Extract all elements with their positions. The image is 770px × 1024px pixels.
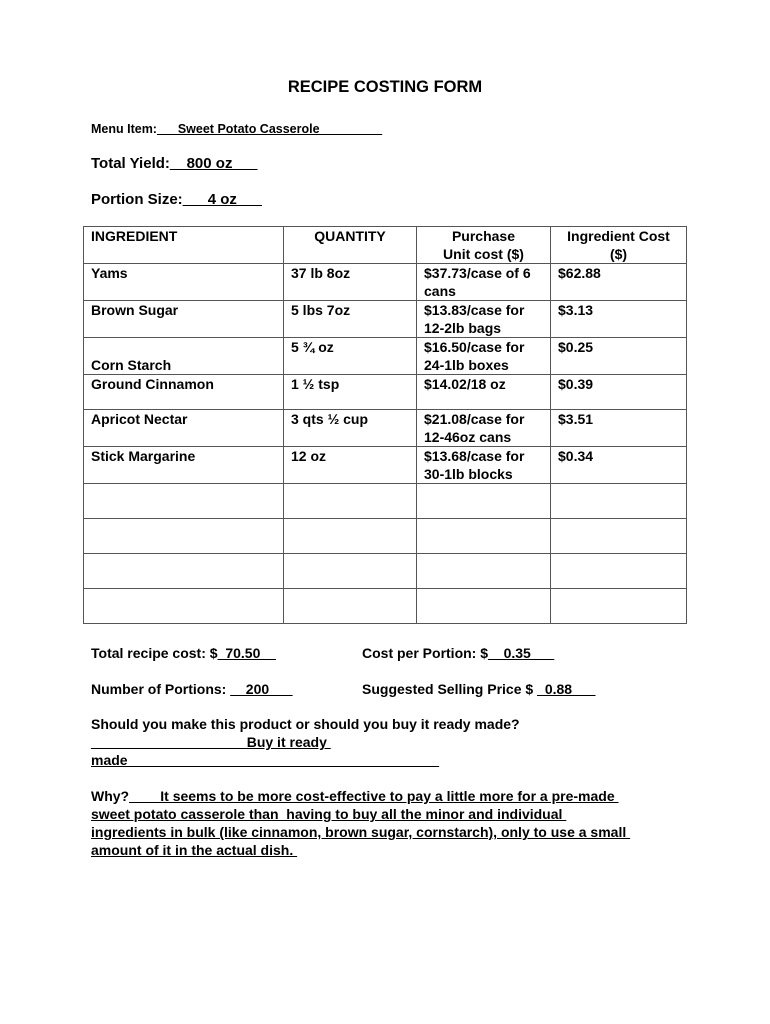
total-yield-label: Total Yield: — [91, 155, 170, 172]
why-text-line4: amount of it in the actual dish. — [91, 842, 298, 858]
number-of-portions — [91, 681, 293, 697]
table-row — [84, 338, 687, 375]
cell-ingredient-cost: $0.34 — [551, 447, 687, 484]
cell-quantity — [284, 554, 417, 589]
cell-ingredient-cost — [551, 554, 687, 589]
total-recipe-cost — [91, 645, 276, 661]
header-ingredient: INGREDIENT — [84, 227, 284, 264]
total-cost-label: Total recipe cost: $ — [91, 645, 218, 661]
table-header-row — [84, 227, 687, 264]
cell-ingredient-cost — [551, 589, 687, 624]
header-quantity: QUANTITY — [284, 227, 417, 264]
ingredient-table — [83, 226, 687, 624]
cell-unit-cost: $37.73/case of 6 cans — [417, 264, 551, 301]
make-or-buy-question: Should you make this product or should you buy it ready made? — [91, 716, 520, 732]
cell-ingredient-cost: $0.39 — [551, 375, 687, 410]
selling-price-label: Suggested Selling Price $ — [362, 681, 538, 697]
cell-ingredient: Stick Margarine — [84, 447, 284, 484]
cell-ingredient: Apricot Nectar — [84, 410, 284, 447]
cell-ingredient: Brown Sugar — [84, 301, 284, 338]
cell-unit-cost: $13.83/case for 12-2lb bags — [417, 301, 551, 338]
cell-ingredient: Yams — [84, 264, 284, 301]
cell-ingredient-cost — [551, 484, 687, 519]
cost-per-portion-value: __0.35___ — [488, 645, 555, 661]
cell-quantity — [284, 589, 417, 624]
make-or-buy-answer-line1: ____________________Buy it ready — [91, 734, 331, 750]
cell-unit-cost: $16.50/case for 24-1lb boxes — [417, 338, 551, 375]
cell-unit-cost — [417, 589, 551, 624]
table-row-empty — [84, 519, 687, 554]
total-cost-value: _70.50__ — [217, 645, 276, 661]
why-text-line1: ____It seems to be more cost-effective to pay a little more for a pre-made — [129, 788, 619, 804]
menu-item-value: ___Sweet Potato Casserole_________ — [156, 122, 383, 136]
table-row — [84, 447, 687, 484]
menu-item-label: Menu Item: — [91, 122, 157, 136]
cell-quantity — [284, 484, 417, 519]
why-line1 — [91, 788, 619, 804]
cell-quantity: 3 qts ½ cup — [284, 410, 417, 447]
table-row-empty — [84, 484, 687, 519]
cell-quantity: 5 ¾ oz — [284, 338, 417, 375]
why-text-line3: ingredients in bulk (like cinnamon, brown sugar, cornstarch), only to use a small — [91, 824, 631, 840]
table-row-empty — [84, 554, 687, 589]
cell-quantity: 37 lb 8oz — [284, 264, 417, 301]
portion-size-line — [91, 191, 262, 208]
cost-per-portion-label: Cost per Portion: $ — [362, 645, 489, 661]
why-label: Why? — [91, 788, 130, 804]
table-row — [84, 301, 687, 338]
table-row — [84, 264, 687, 301]
header-ingredient-cost: Ingredient Cost ($) — [551, 227, 687, 264]
total-yield-line — [91, 155, 257, 172]
cell-ingredient: Ground Cinnamon — [84, 375, 284, 410]
cell-unit-cost: $13.68/case for 30-1lb blocks — [417, 447, 551, 484]
header-purchase-unit-cost: Purchase Unit cost ($) — [417, 227, 551, 264]
table-row — [84, 375, 687, 410]
cell-unit-cost: $14.02/18 oz — [417, 375, 551, 410]
cost-per-portion — [362, 645, 554, 661]
cell-unit-cost — [417, 554, 551, 589]
portion-size-value: ___4 oz___ — [182, 191, 262, 208]
cell-ingredient — [84, 554, 284, 589]
cell-ingredient — [84, 484, 284, 519]
total-yield-value: __800 oz___ — [169, 155, 258, 172]
cell-ingredient-cost: $3.51 — [551, 410, 687, 447]
cell-ingredient-cost: $62.88 — [551, 264, 687, 301]
cell-ingredient — [84, 519, 284, 554]
cell-unit-cost — [417, 484, 551, 519]
table-row — [84, 410, 687, 447]
cell-unit-cost — [417, 519, 551, 554]
suggested-selling-price — [362, 681, 595, 697]
cell-ingredient — [84, 589, 284, 624]
cell-ingredient: Corn Starch — [84, 338, 284, 375]
selling-price-value: _0.88___ — [537, 681, 596, 697]
cell-quantity: 1 ½ tsp — [284, 375, 417, 410]
why-text-line2: sweet potato casserole than having to buy all the minor and individual — [91, 806, 567, 822]
cell-ingredient-cost — [551, 519, 687, 554]
form-title: RECIPE COSTING FORM — [287, 78, 483, 96]
cell-quantity: 12 oz — [284, 447, 417, 484]
cell-quantity: 5 lbs 7oz — [284, 301, 417, 338]
num-portions-value: __200___ — [230, 681, 293, 697]
portion-size-label: Portion Size: — [91, 191, 183, 208]
cell-ingredient-cost: $0.25 — [551, 338, 687, 375]
cell-ingredient-cost: $3.13 — [551, 301, 687, 338]
menu-item-line — [91, 122, 382, 136]
table-row-empty — [84, 589, 687, 624]
num-portions-label: Number of Portions: — [91, 681, 231, 697]
make-or-buy-answer-line2: made________________________________________ — [91, 752, 440, 768]
cell-unit-cost: $21.08/case for 12-46oz cans — [417, 410, 551, 447]
cell-quantity — [284, 519, 417, 554]
